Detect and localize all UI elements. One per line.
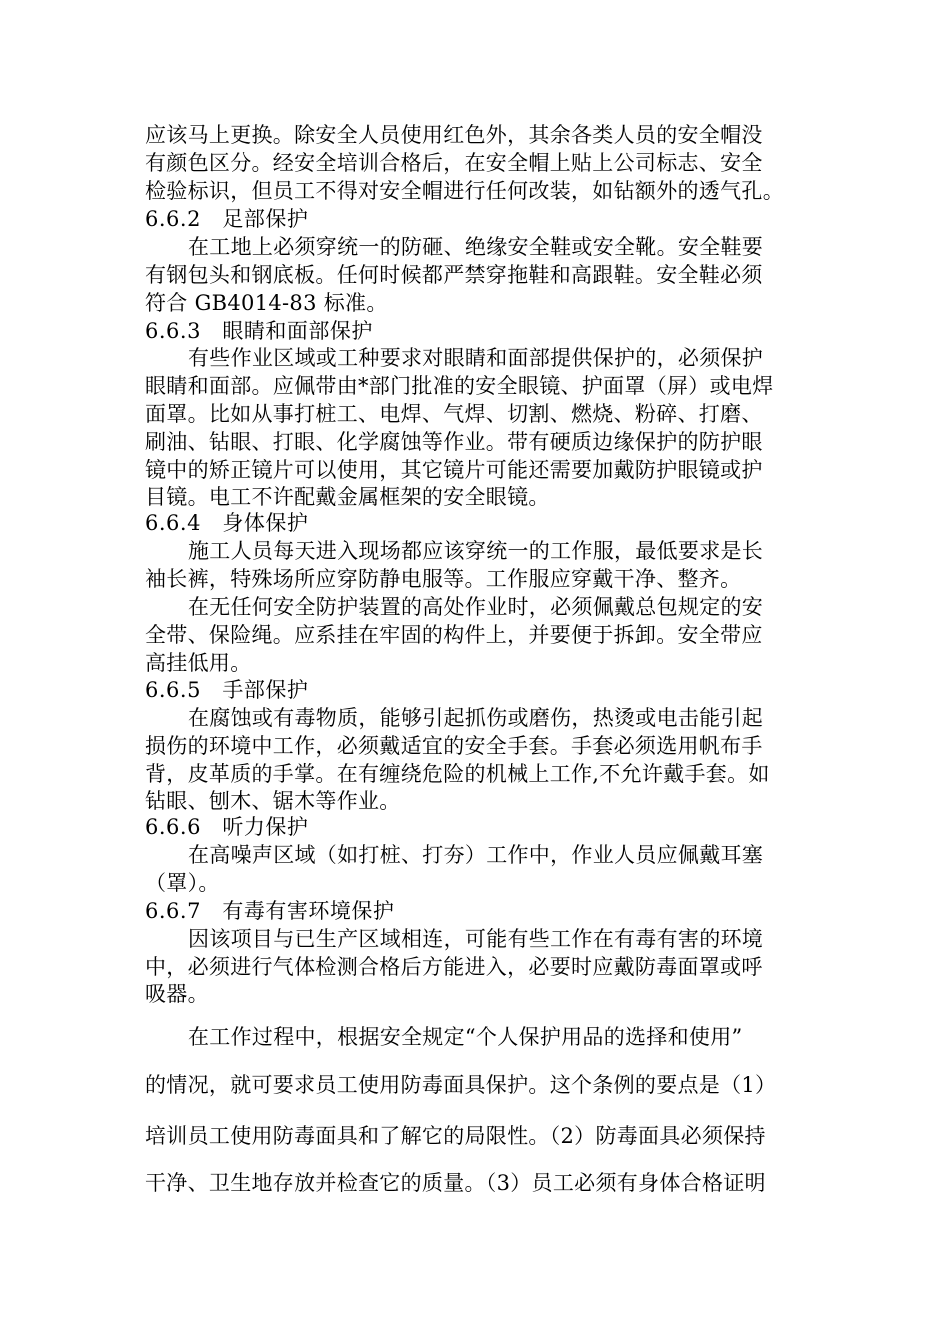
text-line: 全带、保险绳。应系挂在牢固的构件上，并要便于拆卸。安全带应: [145, 623, 763, 647]
text-line: 检验标识，但员工不得对安全帽进行任何改装，如钻额外的透气孔。: [145, 179, 784, 203]
text-line: 应该马上更换。除安全人员使用红色外，其余各类人员的安全帽没: [145, 123, 763, 147]
section-heading: 6.6.3 眼睛和面部保护: [145, 319, 373, 343]
text-line: 眼睛和面部。应佩带由*部门批准的安全眼镜、护面罩（屏）或电焊: [145, 374, 774, 398]
text-line: 在工地上必须穿统一的防砸、绝缘安全鞋或安全靴。安全鞋要: [188, 235, 764, 259]
text-line: 符合 GB4014-83 标准。: [145, 291, 388, 315]
section-heading: 6.6.5 手部保护: [145, 678, 309, 702]
text-line: 施工人员每天进入现场都应该穿统一的工作服，最低要求是长: [188, 539, 764, 563]
text-line: 在腐蚀或有毒物质，能够引起抓伤或磨伤，热烫或电击能引起: [188, 706, 764, 730]
section-heading: 6.6.7 有毒有害环境保护: [145, 899, 395, 923]
text-line: 在工作过程中，根据安全规定“个人保护用品的选择和使用”: [188, 1025, 743, 1049]
section-heading: 6.6.2 足部保护: [145, 207, 309, 231]
text-line: 有颜色区分。经安全培训合格后，在安全帽上贴上公司标志、安全: [145, 151, 763, 175]
text-line: 面罩。比如从事打桩工、电焊、气焊、切割、燃烧、粉碎、打磨、: [145, 402, 763, 426]
text-line: 高挂低用。: [145, 651, 252, 675]
text-line: 目镜。电工不许配戴金属框架的安全眼镜。: [145, 485, 550, 509]
text-line: 因该项目与已生产区域相连，可能有些工作在有毒有害的环境: [188, 927, 764, 951]
section-heading: 6.6.6 听力保护: [145, 815, 309, 839]
text-line: 培训员工使用防毒面具和了解它的局限性。（2）防毒面具必须保持: [145, 1124, 766, 1148]
text-line: 在高噪声区域（如打桩、打夯）工作中，作业人员应佩戴耳塞: [188, 843, 764, 867]
text-line: 刷油、钻眼、打眼、化学腐蚀等作业。带有硬质边缘保护的防护眼: [145, 430, 763, 454]
text-line: 吸器。: [145, 982, 209, 1006]
text-line: 干净、卫生地存放并检查它的质量。（3）员工必须有身体合格证明: [145, 1171, 766, 1195]
text-line: 在无任何安全防护装置的高处作业时，必须佩戴总包规定的安: [188, 595, 764, 619]
text-line: 背，皮革质的手掌。在有缠绕危险的机械上工作,不允许戴手套。如: [145, 762, 770, 786]
text-line: 袖长裤，特殊场所应穿防静电服等。工作服应穿戴干净、整齐。: [145, 567, 742, 591]
text-line: 损伤的环境中工作，必须戴适宜的安全手套。手套必须选用帆布手: [145, 734, 763, 758]
text-line: （罩）。: [145, 871, 220, 895]
text-line: 的情况，就可要求员工使用防毒面具保护。这个条例的要点是（1）: [145, 1073, 777, 1097]
text-line: 有钢包头和钢底板。任何时候都严禁穿拖鞋和高跟鞋。安全鞋必须: [145, 263, 763, 287]
text-line: 有些作业区域或工种要求对眼睛和面部提供保护的，必须保护: [188, 346, 764, 370]
text-line: 中，必须进行气体检测合格后方能进入，必要时应戴防毒面罩或呼: [145, 955, 763, 979]
text-line: 镜中的矫正镜片可以使用，其它镜片可能还需要加戴防护眼镜或护: [145, 458, 763, 482]
text-line: 钻眼、刨木、锯木等作业。: [145, 789, 401, 813]
section-heading: 6.6.4 身体保护: [145, 511, 309, 535]
